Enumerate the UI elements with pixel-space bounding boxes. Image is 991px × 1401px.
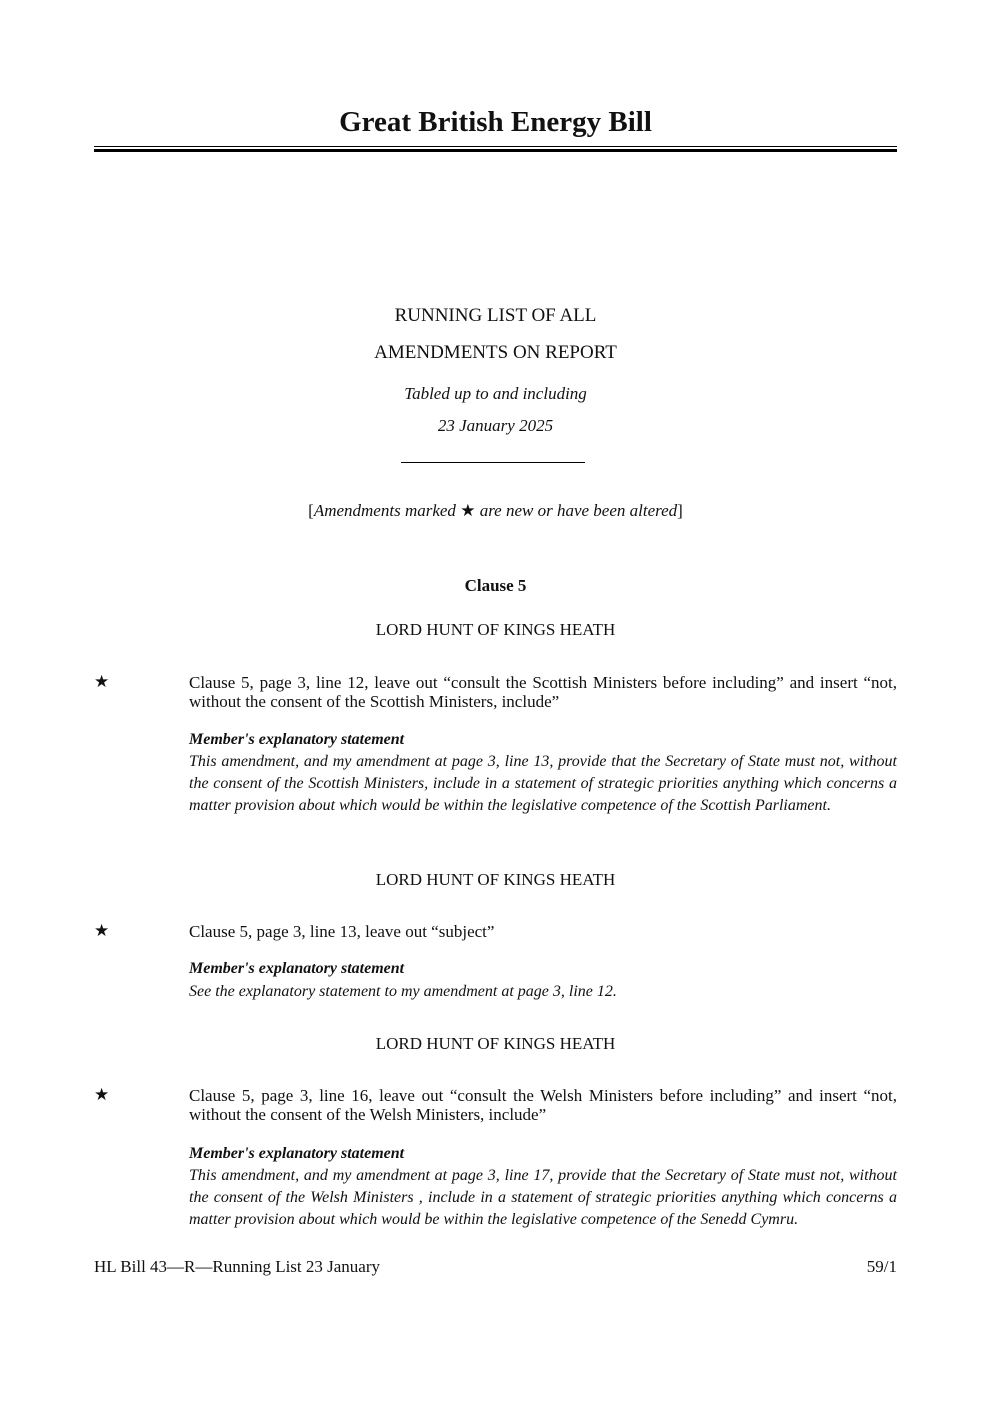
star-icon: ★ <box>94 1085 110 1104</box>
star-note <box>94 501 897 521</box>
star-icon: ★ <box>460 501 476 520</box>
rule-thin <box>94 146 897 147</box>
document-title: Great British Energy Bill <box>339 106 652 138</box>
explanatory-text: This amendment, and my amendment at page 3, line 13, provide that the Secretary of State must not, without the consent of the Scottish Ministers, include in a statement of strategic priorities anything which concerns a matter provision about which would be within the legislative competence of the Scottish Parliament. <box>189 753 897 814</box>
amendment-text: Clause 5, page 3, line 12, leave out “consult the Scottish Ministers before including” and insert “not, without the consent of the Scottish Ministers, include” <box>189 673 897 711</box>
amendment-text: Clause 5, page 3, line 13, leave out “subject” <box>189 922 495 941</box>
section-divider <box>401 462 585 463</box>
explanatory-title: Member's explanatory statement <box>189 1145 405 1162</box>
explanatory-text: See the explanatory statement to my amendment at page 3, line 12. <box>189 983 617 1000</box>
member-name: LORD HUNT OF KINGS HEATH <box>375 870 616 889</box>
note-open-bracket: [ <box>308 501 314 520</box>
rule-thick <box>94 149 897 152</box>
clause-heading: Clause 5 <box>464 576 527 595</box>
note-text-after: are new or have been altered <box>475 501 678 520</box>
footer-bill-reference: HL Bill 43—R—Running List 23 January <box>94 1257 381 1276</box>
explanatory-text: This amendment, and my amendment at page 3, line 17, provide that the Secretary of State must not, without the consent of the Welsh Ministers , include in a statement of strategic priorities anything which concerns a matter provision about which would be within the legislative competence of the Senedd Cymru. <box>189 1167 897 1228</box>
star-icon: ★ <box>94 921 110 940</box>
tabled-label: Tabled up to and including <box>404 384 587 403</box>
title-double-rule <box>94 146 897 152</box>
explanatory-title: Member's explanatory statement <box>189 731 405 748</box>
amendment-text: Clause 5, page 3, line 16, leave out “consult the Welsh Ministers before including” and insert “not, without the consent of the Welsh Ministers, include” <box>189 1086 897 1124</box>
note-text-before: Amendments marked <box>313 501 461 520</box>
explanatory-title: Member's explanatory statement <box>189 960 405 977</box>
star-icon: ★ <box>94 672 110 691</box>
footer-page-number: 59/1 <box>866 1257 897 1276</box>
heading-line-2: AMENDMENTS ON REPORT <box>374 342 617 363</box>
member-name: LORD HUNT OF KINGS HEATH <box>375 1034 616 1053</box>
heading-line-1: RUNNING LIST OF ALL <box>394 305 597 326</box>
tabled-date: 23 January 2025 <box>437 416 554 435</box>
note-close-bracket: ] <box>677 501 683 520</box>
member-name: LORD HUNT OF KINGS HEATH <box>375 620 616 639</box>
